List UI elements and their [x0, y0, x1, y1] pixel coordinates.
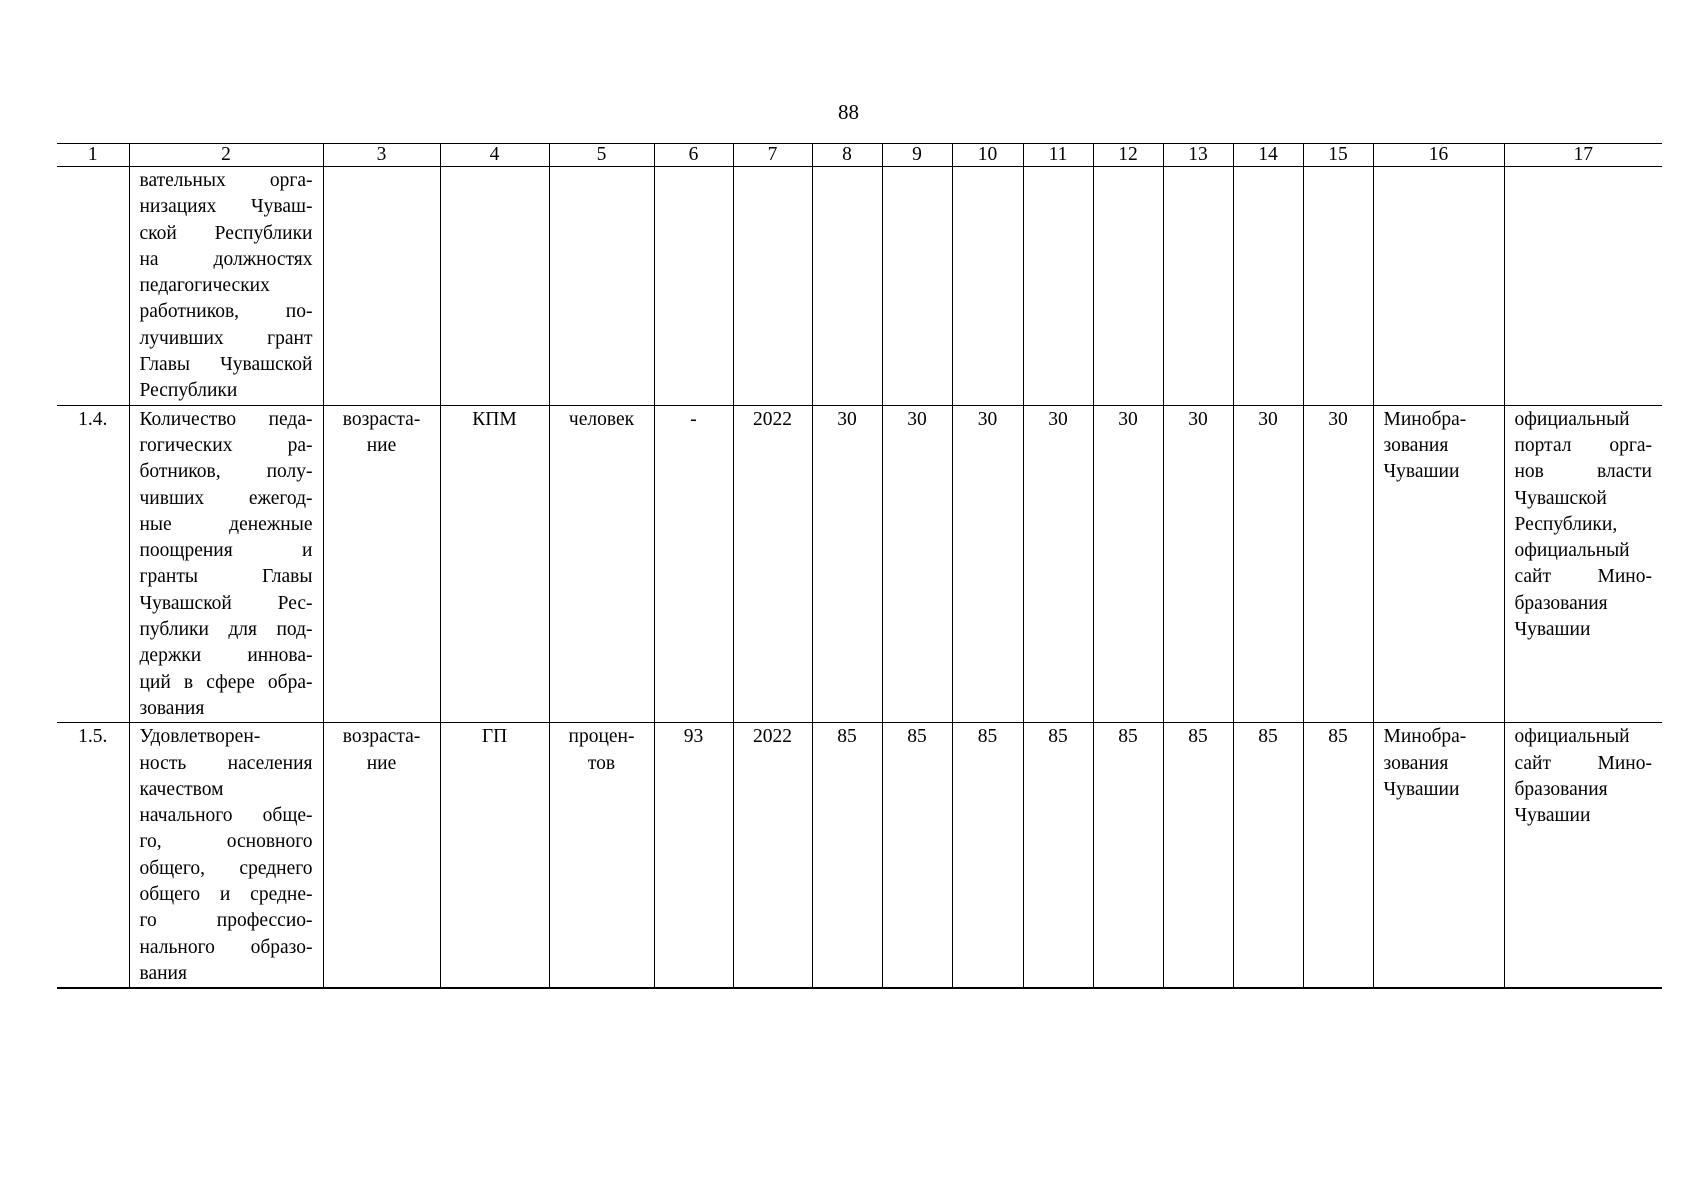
- cell-text-line: Чувашии: [1383, 778, 1460, 800]
- cell-text-line: Удовлетворен-: [139, 726, 261, 748]
- cell-text-line: ние: [366, 752, 397, 774]
- cell-text-line: зования: [1383, 434, 1449, 456]
- year-value: [1233, 167, 1303, 406]
- trend-direction: [323, 167, 440, 406]
- cell-text-line: сайт Мино-: [1514, 566, 1652, 588]
- cell-text-line: возраста-: [342, 408, 421, 430]
- row-number: [57, 167, 129, 406]
- cell-text-line: портал орга-: [1514, 434, 1652, 456]
- cell-text-line: Главы Чувашской: [139, 354, 313, 376]
- year-value: 85: [1303, 723, 1373, 988]
- year-value: 30: [812, 405, 882, 723]
- cell-text-line: Чувашской: [1514, 487, 1607, 509]
- year-value: 30: [952, 405, 1023, 723]
- cell-text-line: Чувашии: [1514, 619, 1591, 641]
- column-header: 5: [549, 144, 654, 167]
- year-value: 30: [1233, 405, 1303, 723]
- cell-text-line: Чувашии: [1514, 805, 1591, 827]
- year-value: 85: [1093, 723, 1163, 988]
- column-header: 3: [323, 144, 440, 167]
- cell-text-line: качеством: [139, 778, 224, 800]
- cell-text-line: вательных орга-: [139, 170, 313, 191]
- cell-text-line: гранты Главы: [139, 566, 313, 588]
- cell-text-line: зования: [139, 697, 205, 719]
- cell-text-line: Республики: [139, 380, 238, 402]
- cell-text-line: Чувашии: [1383, 461, 1460, 483]
- year-value: 30: [1093, 405, 1163, 723]
- year-value: 30: [1163, 405, 1233, 723]
- cell-text-line: го, основного: [139, 831, 313, 853]
- year-value: 85: [1023, 723, 1093, 988]
- indicator-name: [129, 167, 323, 406]
- year-value: 30: [1303, 405, 1373, 723]
- table-row: [57, 723, 1662, 988]
- cell-text-line: общего и средне-: [139, 884, 313, 906]
- base-year: [733, 167, 812, 406]
- year-value: [1023, 167, 1093, 406]
- cell-text-line: гогических ра-: [139, 434, 313, 456]
- column-header: 6: [654, 144, 733, 167]
- base-value: 93: [654, 723, 733, 988]
- cell-text-line: чивших ежегод-: [139, 487, 313, 509]
- row-number: 1.5.: [57, 723, 129, 988]
- cell-text-line: вания: [139, 962, 187, 984]
- base-year: 2022: [733, 405, 812, 723]
- unit-of-measure: [549, 405, 654, 723]
- cell-text-line: педагогических: [139, 275, 270, 297]
- column-header: 16: [1373, 144, 1504, 167]
- responsible-body: [1373, 405, 1504, 723]
- trend-direction: [323, 723, 440, 988]
- column-header: 9: [882, 144, 952, 167]
- row-number: 1.4.: [57, 405, 129, 723]
- cell-text-line: Минобра-: [1383, 408, 1467, 430]
- cell-text-line: ций в сфере обра-: [139, 671, 313, 693]
- cell-text-line: возраста-: [342, 726, 421, 748]
- cell-text-line: бразования: [1514, 592, 1608, 614]
- indicator-name: [129, 723, 323, 988]
- indicator-type: КПМ: [440, 405, 549, 723]
- cell-text-line: го профессио-: [139, 910, 313, 932]
- cell-text-line: лучивших грант: [139, 327, 313, 349]
- cell-text-line: процен-: [568, 726, 635, 748]
- cell-text-line: нального образо-: [139, 936, 313, 958]
- column-header: 14: [1233, 144, 1303, 167]
- cell-text-line: работников, по-: [139, 301, 313, 323]
- cell-text-line: ботников, полу-: [139, 461, 313, 483]
- cell-text-line: бразования: [1514, 778, 1608, 800]
- year-value: 30: [882, 405, 952, 723]
- cell-text-line: сайт Мино-: [1514, 752, 1652, 774]
- table-row: [57, 405, 1662, 723]
- base-value: -: [654, 405, 733, 723]
- column-header: 10: [952, 144, 1023, 167]
- cell-text-line: низациях Чуваш-: [139, 196, 313, 218]
- column-header: 2: [129, 144, 323, 167]
- year-value: 85: [952, 723, 1023, 988]
- year-value: 85: [1163, 723, 1233, 988]
- column-header: 7: [733, 144, 812, 167]
- column-header: 12: [1093, 144, 1163, 167]
- unit-of-measure: [549, 723, 654, 988]
- year-value: 85: [812, 723, 882, 988]
- year-value: [1303, 167, 1373, 406]
- responsible-body: [1373, 167, 1504, 406]
- year-value: 30: [1023, 405, 1093, 723]
- column-header: 11: [1023, 144, 1093, 167]
- information-source: [1504, 723, 1662, 988]
- indicator-type: ГП: [440, 723, 549, 988]
- year-value: [1163, 167, 1233, 406]
- cell-text-line: зования: [1383, 752, 1449, 774]
- indicators-table: [57, 143, 1662, 989]
- unit-of-measure: [549, 167, 654, 406]
- column-header: 8: [812, 144, 882, 167]
- column-header: 4: [440, 144, 549, 167]
- cell-text-line: Минобра-: [1383, 726, 1467, 748]
- indicator-type: [440, 167, 549, 406]
- cell-text-line: ность населения: [139, 752, 313, 774]
- cell-text-line: начального обще-: [139, 805, 313, 827]
- indicator-name: [129, 405, 323, 723]
- column-header: 13: [1163, 144, 1233, 167]
- base-year: 2022: [733, 723, 812, 988]
- cell-text-line: официальный: [1514, 408, 1630, 430]
- cell-text-line: ние: [366, 434, 397, 456]
- cell-text-line: официальный: [1514, 726, 1630, 748]
- cell-text-line: тов: [587, 752, 616, 774]
- cell-text-line: общего, среднего: [139, 857, 313, 879]
- cell-text-line: человек: [568, 408, 635, 430]
- year-value: [812, 167, 882, 406]
- cell-text-line: Количество педа-: [139, 408, 313, 430]
- table-row: [57, 167, 1662, 406]
- year-value: 85: [1233, 723, 1303, 988]
- cell-text-line: ской Республики: [139, 222, 313, 244]
- column-header: 15: [1303, 144, 1373, 167]
- cell-text-line: Чувашской Рес-: [139, 592, 313, 614]
- page-number: 88: [838, 100, 859, 124]
- cell-text-line: держки иннова-: [139, 645, 313, 667]
- cell-text-line: публики для под-: [139, 619, 313, 641]
- cell-text-line: поощрения и: [139, 540, 313, 562]
- responsible-body: [1373, 723, 1504, 988]
- year-value: [882, 167, 952, 406]
- trend-direction: [323, 405, 440, 723]
- year-value: [1093, 167, 1163, 406]
- year-value: 85: [882, 723, 952, 988]
- year-value: [952, 167, 1023, 406]
- cell-text-line: нов власти: [1514, 461, 1652, 483]
- column-header: 17: [1504, 144, 1662, 167]
- cell-text-line: официальный: [1514, 540, 1630, 562]
- cell-text-line: на должностях: [139, 248, 313, 270]
- information-source: [1504, 405, 1662, 723]
- header-row: [57, 144, 1662, 167]
- information-source: [1504, 167, 1662, 406]
- cell-text-line: Республики,: [1514, 513, 1618, 535]
- cell-text-line: ные денежные: [139, 513, 313, 535]
- column-header: 1: [57, 144, 129, 167]
- base-value: [654, 167, 733, 406]
